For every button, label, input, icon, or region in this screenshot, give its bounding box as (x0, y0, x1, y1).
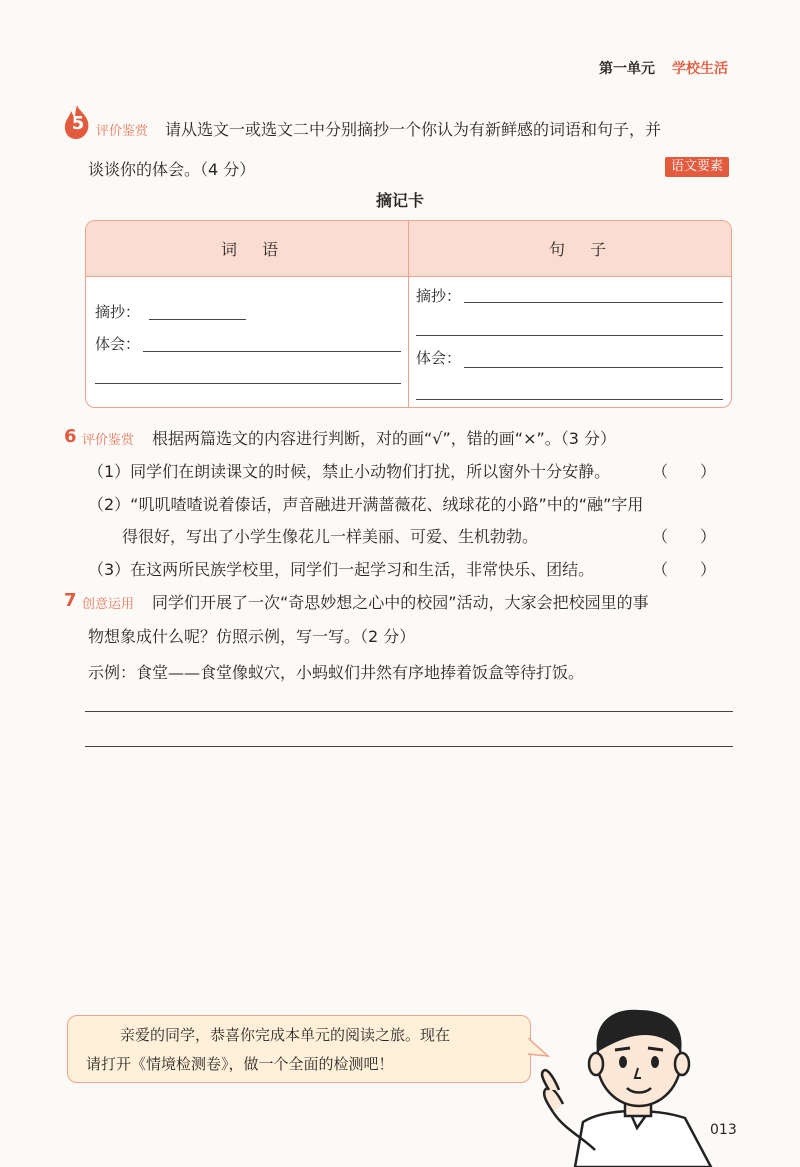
question-6-item-1: （1）同学们在朗读课文的时候，禁止小动物们打扰，所以窗外十分安静。 (88, 462, 611, 481)
col-header-words: 词 语 (221, 240, 289, 259)
question-6-item-2-cont: 得很好，写出了小学生像花儿一样美丽、可爱、生机勃勃。 (122, 527, 539, 546)
words-feel-blank-2[interactable] (95, 383, 401, 384)
question-6-answer-2[interactable]: （ ） (652, 527, 717, 546)
question-5-number: 5 (71, 113, 85, 134)
sentence-feel-label: 体会： (416, 349, 462, 367)
cartoon-boy-illustration (535, 1000, 725, 1167)
words-feel-label: 体会： (95, 335, 141, 353)
sentence-feel-blank[interactable] (464, 367, 723, 368)
question-6-answer-1[interactable]: （ ） (652, 462, 717, 481)
question-6-answer-3[interactable]: （ ） (652, 560, 717, 579)
words-excerpt-blank[interactable] (149, 319, 246, 320)
page-number: 013 (710, 1122, 737, 1138)
words-excerpt-label: 摘抄： (95, 303, 141, 321)
question-6-tag: 评价鉴赏 (82, 433, 135, 448)
question-5-text-line1: 请从选文一或选文二中分别摘抄一个你认为有新鲜感的词语和句子，并 (165, 120, 662, 139)
question-6-number: 6 (64, 426, 77, 447)
col-header-sentences: 句 子 (549, 240, 617, 259)
question-7-number: 7 (64, 590, 77, 611)
language-element-badge: 语文要素 (665, 157, 729, 177)
unit-topic: 学校生活 (672, 61, 728, 77)
answer-line-1[interactable] (85, 711, 733, 712)
question-6-item-3: （3）在这两所民族学校里，同学们一起学习和生活，非常快乐、团结。 (88, 560, 595, 579)
bubble-line-2: 请打开《情境检测卷》，做一个全面的检测吧！ (86, 1055, 394, 1073)
answer-line-2[interactable] (85, 746, 733, 747)
question-6-item-2: （2）“叽叽喳喳说着傣话，声音融进开满蔷薇花、绒球花的小路”中的“融”字用 (88, 495, 644, 514)
question-7-example: 示例：食堂——食堂像蚁穴，小蚂蚁们井然有序地捧着饭盒等待打饭。 (88, 663, 585, 682)
question-7-tag: 创意运用 (82, 597, 135, 612)
excerpt-card (85, 220, 732, 408)
unit-title: 第一单元 (599, 61, 655, 77)
question-7-text-line1: 同学们开展了一次“奇思妙想之心中的校园”活动，大家会把校园里的事 (152, 593, 649, 612)
sentence-excerpt-blank[interactable] (464, 302, 723, 303)
sentence-feel-blank-2[interactable] (416, 399, 723, 400)
sentence-excerpt-label: 摘抄： (416, 287, 462, 305)
card-divider (408, 221, 409, 407)
question-6-stem: 根据两篇选文的内容进行判断，对的画“√”，错的画“×”。（3 分） (152, 429, 617, 448)
sentence-excerpt-blank-2[interactable] (416, 335, 723, 336)
speech-bubble (67, 1015, 531, 1083)
card-title: 摘记卡 (375, 191, 424, 210)
question-5-tag: 评价鉴赏 (96, 124, 149, 139)
question-5-text-line2: 谈谈你的体会。（4 分） (88, 160, 256, 179)
words-feel-blank[interactable] (143, 351, 401, 352)
question-7-text-line2: 物想象成什么呢？仿照示例，写一写。（2 分） (88, 627, 416, 646)
bubble-line-1: 亲爱的同学，恭喜你完成本单元的阅读之旅。现在 (120, 1026, 451, 1044)
